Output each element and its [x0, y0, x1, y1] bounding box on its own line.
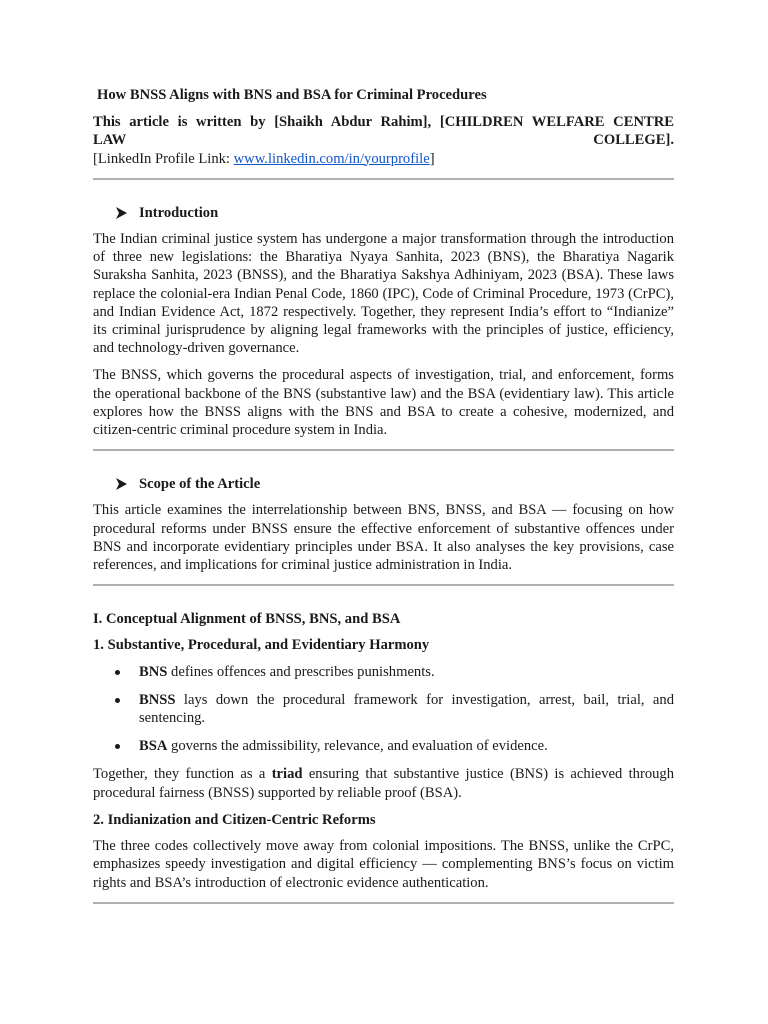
bullet-text: defines offences and prescribes punishments.: [167, 663, 435, 680]
triad-word: triad: [271, 766, 303, 783]
bullet-term: BSA: [139, 738, 168, 755]
bullet-dot-icon: [115, 744, 120, 749]
harmony-bullet-list: [93, 663, 674, 756]
introduction-paragraph-2: The BNSS, which governs the procedural aspects of investigation, trial, and enforcement, forms the operational backbone of the BNS (substantive law) and the BSA (evidentiary law). This article explores how the BNSS aligns with the BNS and BSA to create a cohesive, modernized, and citizen-centric criminal procedure system in India.: [93, 367, 674, 439]
triad-pre: Together, they function as a: [93, 766, 272, 783]
section-1-subheading-1: 1. Substantive, Procedural, and Evidentiary Harmony: [93, 637, 430, 654]
author-line-1: This article is written by [Shaikh Abdur Rahim], [CHILDREN WELFARE CENTRE: [93, 114, 674, 131]
scope-heading: [115, 475, 674, 493]
bullet-term: BNS: [139, 663, 168, 680]
triad-post: ensuring that substantive justice (BNS) is achieved through procedural fairness (BNSS) supported by reliable proof (BSA).: [93, 766, 675, 801]
horizontal-rule: [93, 178, 674, 180]
horizontal-rule: [93, 902, 674, 904]
linkedin-suffix: ]: [429, 150, 435, 167]
section-1-heading: I. Conceptual Alignment of BNSS, BNS, and BSA: [93, 611, 401, 628]
author-line-2: LAW COLLEGE].: [93, 132, 674, 149]
section-1-subheading-2: 2. Indianization and Citizen-Centric Reforms: [93, 811, 376, 828]
linkedin-link[interactable]: www.linkedin.com/in/yourprofile: [233, 150, 430, 167]
list-item: [93, 691, 674, 727]
horizontal-rule: [93, 584, 674, 586]
list-item: [93, 663, 674, 681]
introduction-paragraph-1: The Indian criminal justice system has undergone a major transformation through the introduction of three new legislations: the Bharatiya Nyaya Sanhita, 2023 (BNS), the Bharatiya Nagarik Suraksha Sanhita, 2023 (BNSS), and the Bharatiya Sakshya Adhiniyam, 2023 (BSA). These laws replace the colonial-era Indian Penal Code, 1860 (IPC), Code of Criminal Procedure, 1973 (CrPC), and Indian Evidence Act, 1872 respectively. Together, they represent India’s effort to “Indianize” its criminal jurisprudence by aligning legal frameworks with the principles of justice, efficiency, and technology-driven governance.: [93, 231, 674, 357]
introduction-heading-text: Introduction: [139, 204, 219, 221]
arrow-bullet-icon: [115, 207, 139, 219]
bullet-text: governs the admissibility, relevance, and evaluation of evidence.: [167, 738, 548, 755]
article-title: How BNSS Aligns with BNS and BSA for Criminal Procedures: [97, 87, 487, 103]
bullet-dot-icon: [115, 670, 120, 675]
indianization-paragraph: The three codes collectively move away from colonial impositions. The BNSS, unlike the CrPC, emphasizes speedy investigation and digital efficiency — complementing BNS’s focus on victim rights and BSA’s introduction of electronic evidence authentication.: [93, 838, 674, 891]
horizontal-rule: [93, 449, 674, 451]
arrow-bullet-icon: [115, 478, 139, 490]
bullet-term: BNSS: [139, 691, 176, 708]
linkedin-line: [93, 150, 674, 168]
triad-paragraph: [93, 765, 674, 801]
bullet-text: lays down the procedural framework for investigation, arrest, bail, trial, and sentencing.: [139, 691, 674, 727]
introduction-heading: [115, 204, 674, 222]
scope-heading-text: Scope of the Article: [139, 476, 261, 493]
list-item: [93, 737, 674, 755]
document-page: [93, 86, 674, 904]
linkedin-prefix: [LinkedIn Profile Link:: [93, 150, 234, 167]
bullet-dot-icon: [115, 698, 120, 703]
scope-paragraph: This article examines the interrelationship between BNS, BNSS, and BSA — focusing on how procedural reforms under BNSS ensure the effective enforcement of substantive offences under BNS and incorporate evidentiary principles under BSA. It also analyses the key provisions, case references, and implications for criminal justice administration in India.: [93, 502, 674, 574]
